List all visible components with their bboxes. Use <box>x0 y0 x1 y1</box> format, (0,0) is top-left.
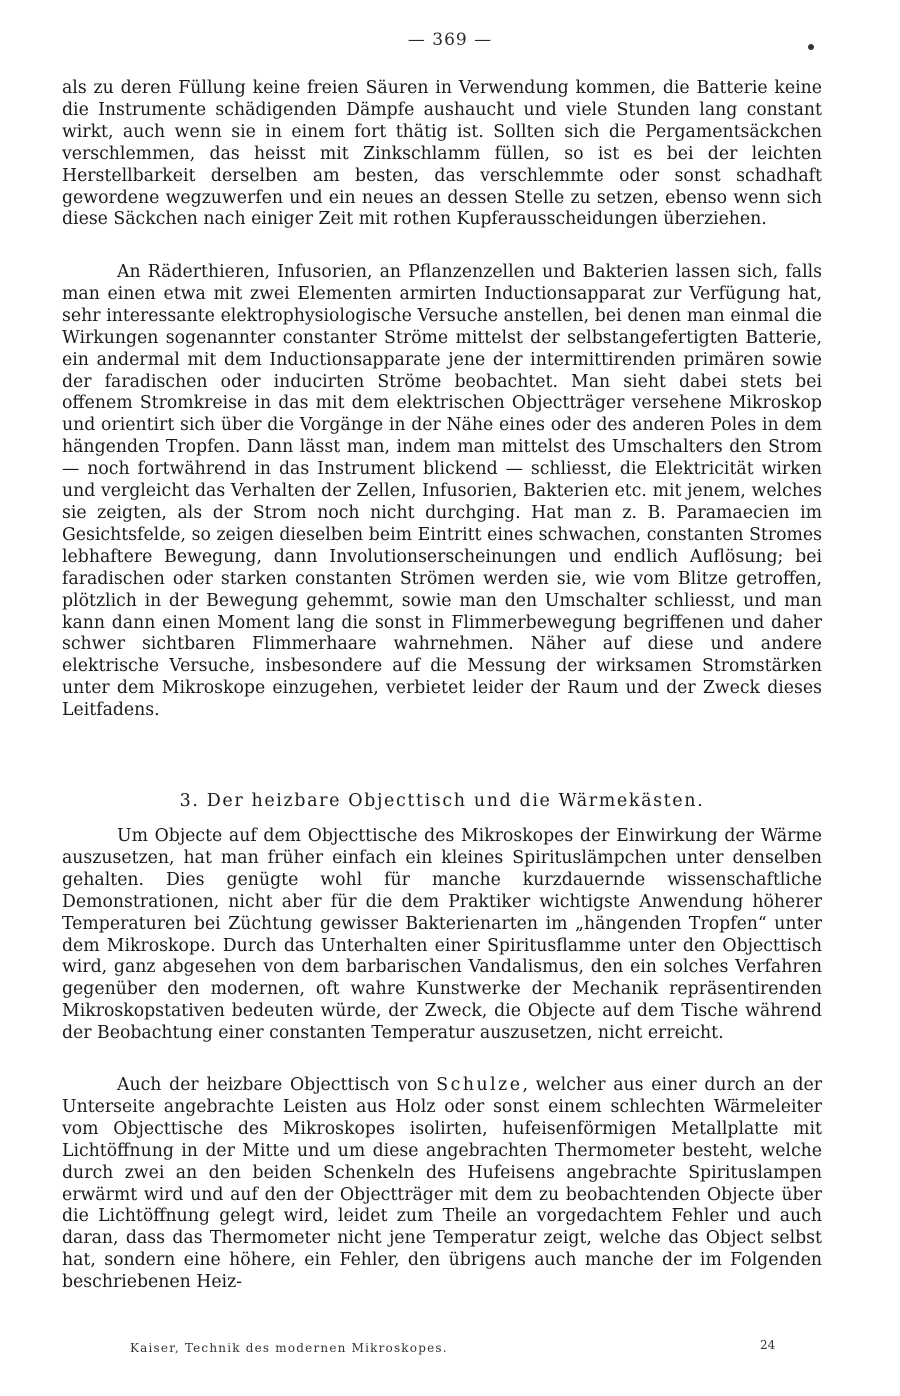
paragraph-schulze-stage <box>62 1075 822 1294</box>
paragraph-text-end: , welcher aus einer durch an der Unterseite angebrachte Leisten aus Holz oder sonst einem schlechten Wärmeleiter vom Objecttische des Mikroskopes isolirten, hufeisenförmigen Metallplatte mit Lichtöffnung in der Mitte und um diese angebrachten Thermometer besteht, welche durch zwei an den beiden Schenkeln des Hufeisens angebrachte Spirituslampen erwärmt wird und auf den der Objectträger mit dem zu beobachtenden Objecte über die Lichtöffnung gelegt wird, leidet zum Theile an vorgedachtem Fehler und auch daran, dass das Thermometer nicht jene Temperatur zeigt, welche das Object selbst hat, sondern eine höhere, ein Fehler, den übrigens auch manche der im Folgenden beschriebenen Heiz- <box>62 1075 822 1293</box>
page-number: — 369 — <box>407 30 493 50</box>
section-heading: 3. Der heizbare Objecttisch und die Wärmekästen. <box>179 791 705 811</box>
ink-spot <box>808 44 814 50</box>
footer-sheet-number: 24 <box>760 1338 776 1352</box>
author-name: Schulze <box>436 1075 523 1095</box>
footer-signature: Kaiser, Technik des modernen Mikroskopes. <box>130 1341 448 1355</box>
paragraph-electrophysiology: An Räderthieren, Infusorien, an Pflanzenzellen und Bakterien lassen sich, falls man einen etwa mit zwei Elementen armirten Inductionsapparat zur Verfügung hat, sehr interessante elektrophysiologische Versuche anstellen, bei denen man einmal die Wirkungen sogenannter constanter Ströme mittelst der selbstangefertigten Batterie, ein andermal mit dem Inductionsapparate jene der intermittirenden primären sowie der faradischen oder inducirten Ströme beobachtet. Man sieht dabei stets bei offenem Stromkreise in das mit dem elektrischen Objectträger versehene Mikroskop und orientirt sich über die Vorgänge in der Nähe eines oder des anderen Poles in dem hängenden Tropfen. Dann lässt man, indem man mittelst des Umschalters den Strom — noch fortwährend in das Instrument blickend — schliesst, die Elektricität wirken und vergleicht das Verhalten der Zellen, Infusorien, Bakterien etc. mit jenem, welches sie zeigten, als der Strom noch nicht durchging. Hat man z. B. Paramaecien im Gesichtsfelde, so zeigen dieselben beim Eintritt eines schwachen, constanten Stromes lebhaftere Bewegung, dann Involutionserscheinungen und endlich Auflösung; bei faradischen oder starken constanten Strömen werden sie, wie vom Blitze getroffen, plötzlich in der Bewegung gehemmt, sowie man den Umschalter schliesst, und man kann dann einen Moment lang die sonst in Flimmerbewegung begriffenen und daher schwer sichtbaren Flimmerhaare wahrnehmen. Näher auf diese und andere elektrische Versuche, insbesondere auf die Messung der wirksamen Stromstärken unter dem Mikroskope einzugehen, verbietet leider der Raum und der Zweck dieses Leitfadens. <box>62 262 822 721</box>
paragraph-heating-intro: Um Objecte auf dem Objecttische des Mikroskopes der Einwirkung der Wärme auszusetzen, hat man früher einfach ein kleines Spirituslämpchen unter denselben gehalten. Dies genügte wohl für manche kurzdauernde wissenschaftliche Demonstrationen, nicht aber für die dem Praktiker wichtigste Anwendung höherer Temperaturen bei Züchtung gewisser Bakterienarten im „hängenden Tropfen“ unter dem Mikroskope. Durch das Unterhalten einer Spiritusflamme unter den Objecttisch wird, ganz abgesehen von dem barbarischen Vandalismus, den ein solches Verfahren gegenüber den modernen, oft wahre Kunstwerke der Mechanik repräsentirenden Mikroskopstativen bedeuten würde, der Zweck, die Objecte auf dem Tische während der Beobachtung einer constanten Temperatur auszusetzen, nicht erreicht. <box>62 826 822 1044</box>
paragraph-continuation: als zu deren Füllung keine freien Säuren in Verwendung kommen, die Batterie keine die Instrumente schädigenden Dämpfe aushaucht und viele Stunden lang constant wirkt, auch wenn sie in einem fort thätig ist. Sollten sich die Pergamentsäckchen verschlemmen, das heisst mit Zinkschlamm füllen, so ist es bei der leichten Herstellbarkeit derselben am besten, das verschlemmte oder sonst schadhaft gewordene wegzuwerfen und ein neues an dessen Stelle zu setzen, ebenso wenn sich diese Säckchen nach einiger Zeit mit rothen Kupferausscheidungen überziehen. <box>62 78 822 230</box>
paragraph-text-start: Auch der heizbare Objecttisch von <box>117 1075 437 1095</box>
